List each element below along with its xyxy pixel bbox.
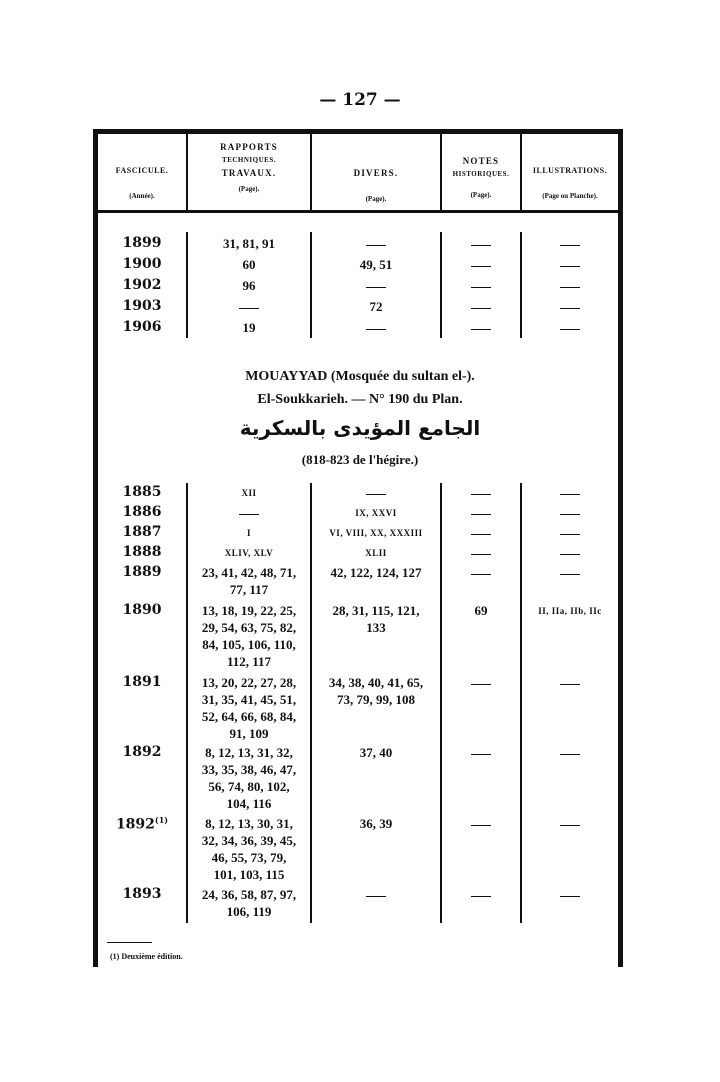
illustrations-cell	[522, 277, 618, 295]
illustrations-cell	[522, 319, 618, 337]
illustrations-cell	[522, 484, 618, 502]
illustrations-cell	[522, 524, 618, 542]
year-cell: 1900	[122, 256, 162, 272]
footnote-marker: (1)	[154, 815, 169, 825]
illustrations-cell	[522, 235, 618, 253]
header-rapports-sub: (Page).	[238, 185, 260, 194]
dash-mark	[560, 287, 580, 288]
header-rapports-line1: RAPPORTS	[220, 142, 278, 152]
dash-mark	[471, 754, 491, 755]
footnote: (1) Deuxième édition.	[110, 952, 183, 961]
illustrations-cell	[522, 256, 618, 274]
divider-header-2	[310, 134, 312, 212]
dash-mark	[471, 896, 491, 897]
header-divers-sub: (Page).	[365, 195, 387, 204]
divers-cell: 36, 39	[359, 816, 393, 831]
header-rapports	[188, 142, 310, 194]
year-cell: 1886	[122, 504, 162, 520]
notes-cell	[442, 298, 520, 316]
dash-mark	[471, 266, 491, 267]
rapports-cell: 77, 117	[229, 582, 269, 597]
illustrations-cell	[522, 744, 618, 762]
rapports-cell: 104, 116	[226, 796, 272, 811]
dash-mark	[471, 245, 491, 246]
illustrations-cell	[522, 298, 618, 316]
rapports-cell: I	[246, 528, 251, 538]
mosque-title: MOUAYYAD (Mosquée du sultan el-).	[245, 369, 475, 384]
notes-cell	[442, 524, 520, 542]
notes-cell: 69	[474, 603, 488, 618]
rapports-cell: 96	[242, 278, 256, 293]
rapports-cell: 60	[242, 257, 256, 272]
rapports-cell: 23, 41, 42, 48, 71,	[201, 565, 297, 580]
mosque-arabic-name: الجامع المؤيدى بالسكرية	[239, 416, 481, 440]
rapports-cell: 19	[242, 320, 256, 335]
illustrations-cell	[522, 886, 618, 904]
year-cell: 1892$^{(1)}$	[115, 815, 169, 833]
year-cell: 1902	[122, 277, 162, 293]
rapports-cell: 84, 105, 106, 110,	[202, 637, 296, 652]
footnote-rule	[107, 942, 152, 943]
year-cell: 1888	[122, 544, 162, 560]
dash-mark	[560, 754, 580, 755]
header-rapports-line3: TRAVAUX.	[221, 168, 277, 178]
dash-mark	[471, 287, 491, 288]
header-rule	[93, 210, 623, 213]
header-fascicule-sub: (Année).	[129, 192, 155, 200]
notes-cell	[442, 484, 520, 502]
header-illustrations-title: ILLUSTRATIONS.	[532, 166, 608, 175]
notes-cell	[442, 544, 520, 562]
rapports-cell: 13, 18, 19, 22, 25,	[201, 603, 297, 618]
dash-mark	[366, 329, 386, 330]
header-fascicule	[98, 166, 186, 201]
rapports-cell	[188, 298, 310, 316]
mosque-dates: (818-823 de l'hégire.)	[301, 452, 419, 467]
dash-mark	[471, 308, 491, 309]
dash-mark	[366, 245, 386, 246]
divers-cell	[312, 235, 440, 253]
rapports-cell: 106, 119	[226, 904, 272, 919]
header-notes	[442, 156, 520, 200]
dash-mark	[471, 329, 491, 330]
dash-mark	[471, 825, 491, 826]
divers-cell: 28, 31, 115, 121,	[332, 603, 420, 618]
header-illustrations	[522, 166, 618, 201]
dash-mark	[560, 514, 580, 515]
notes-cell	[442, 564, 520, 582]
mosque-location: El-Soukkarieh. — N° 190 du Plan.	[257, 392, 463, 407]
divers-cell: 49, 51	[359, 257, 393, 272]
year-cell: 1903	[122, 298, 162, 314]
year-cell: 1899	[122, 235, 162, 251]
dash-mark	[560, 534, 580, 535]
rapports-cell: 31, 35, 41, 45, 51,	[201, 692, 297, 707]
year-cell: 1906	[122, 319, 162, 335]
dash-mark	[560, 684, 580, 685]
header-fascicule-title: FASCICULE.	[115, 166, 169, 175]
rapports-cell: 56, 74, 80, 102,	[208, 779, 290, 794]
divider-header-1	[186, 134, 188, 212]
illustrations-cell	[522, 544, 618, 562]
year-cell: 1885	[122, 484, 162, 500]
rapports-cell: 24, 36, 58, 87, 97,	[201, 887, 297, 902]
notes-cell	[442, 815, 520, 833]
dash-mark	[239, 514, 259, 515]
rapports-cell	[188, 504, 310, 522]
dash-mark	[366, 287, 386, 288]
rapports-cell: 46, 55, 73, 79,	[211, 850, 287, 865]
year-cell: 1892	[122, 744, 162, 760]
divers-cell: 133	[366, 620, 386, 635]
divers-cell: XLII	[365, 548, 387, 558]
dash-mark	[560, 554, 580, 555]
dash-mark	[560, 329, 580, 330]
illustrations-cell	[522, 674, 618, 692]
rapports-cell: 8, 12, 13, 30, 31,	[205, 816, 293, 831]
notes-cell	[442, 256, 520, 274]
year-cell: 1889	[122, 564, 162, 580]
rapports-cell: XII	[241, 488, 257, 498]
divers-cell: 72	[369, 299, 383, 314]
year-cell: 1890	[122, 602, 162, 618]
rapports-cell: 33, 35, 38, 46, 47,	[201, 762, 297, 777]
divers-cell: 37, 40	[359, 745, 393, 760]
page-number: — 127 —	[319, 90, 401, 110]
dash-mark	[560, 245, 580, 246]
header-notes-title: NOTES	[462, 156, 500, 166]
illustrations-cell	[522, 815, 618, 833]
rapports-cell: 29, 54, 63, 75, 82,	[201, 620, 297, 635]
notes-cell	[442, 277, 520, 295]
dash-mark	[471, 494, 491, 495]
dash-mark	[560, 266, 580, 267]
rapports-cell: 112, 117	[226, 654, 272, 669]
illustrations-cell	[522, 564, 618, 582]
illustrations-cell	[522, 504, 618, 522]
notes-cell	[442, 744, 520, 762]
divers-cell: VI, VIII, XX, XXXIII	[329, 528, 423, 538]
divers-cell	[312, 484, 440, 502]
divers-cell	[312, 886, 440, 904]
notes-cell	[442, 674, 520, 692]
header-notes-line2: HISTORIQUES.	[452, 170, 510, 179]
divers-cell: 73, 79, 99, 108	[337, 692, 415, 707]
header-rapports-line2: TECHNIQUES.	[222, 156, 276, 165]
dash-mark	[471, 684, 491, 685]
divers-cell: IX, XXVI	[355, 508, 397, 518]
rapports-cell: 52, 64, 66, 68, 84,	[201, 709, 297, 724]
year-cell: 1887	[122, 524, 162, 540]
notes-cell	[442, 319, 520, 337]
year-cell: 1891	[122, 674, 162, 690]
year-cell: 1893	[122, 886, 162, 902]
notes-cell	[442, 235, 520, 253]
divers-cell: 34, 38, 40, 41, 65,	[328, 675, 424, 690]
dash-mark	[471, 554, 491, 555]
header-illustrations-sub: (Page ou Planche).	[542, 192, 598, 200]
rapports-cell: 13, 20, 22, 27, 28,	[201, 675, 297, 690]
dash-mark	[560, 308, 580, 309]
dash-mark	[471, 574, 491, 575]
divers-cell	[312, 277, 440, 295]
rapports-cell: 8, 12, 13, 31, 32,	[205, 745, 293, 760]
header-divers-title: DIVERS.	[353, 168, 399, 178]
notes-cell	[442, 886, 520, 904]
dash-mark	[366, 896, 386, 897]
dash-mark	[366, 494, 386, 495]
illustrations-cell: II, IIa, IIb, IIc	[538, 606, 602, 616]
dash-mark	[560, 896, 580, 897]
notes-cell	[442, 504, 520, 522]
rapports-cell: 32, 34, 36, 39, 45,	[201, 833, 297, 848]
divider-header-3	[440, 134, 442, 212]
header-divers	[312, 168, 440, 204]
divers-cell: 42, 122, 124, 127	[330, 565, 422, 580]
dash-mark	[471, 514, 491, 515]
dash-mark	[471, 534, 491, 535]
rapports-cell: 31, 81, 91	[223, 236, 275, 251]
dash-mark	[560, 825, 580, 826]
header-notes-sub: (Page).	[470, 191, 492, 199]
dash-mark	[239, 308, 259, 309]
divers-cell	[312, 319, 440, 337]
rapports-cell: 91, 109	[229, 726, 269, 741]
divider-header-4	[520, 134, 522, 212]
rapports-cell: 101, 103, 115	[213, 867, 285, 882]
dash-mark	[560, 574, 580, 575]
rapports-cell: XLIV, XLV	[224, 548, 274, 558]
dash-mark	[560, 494, 580, 495]
